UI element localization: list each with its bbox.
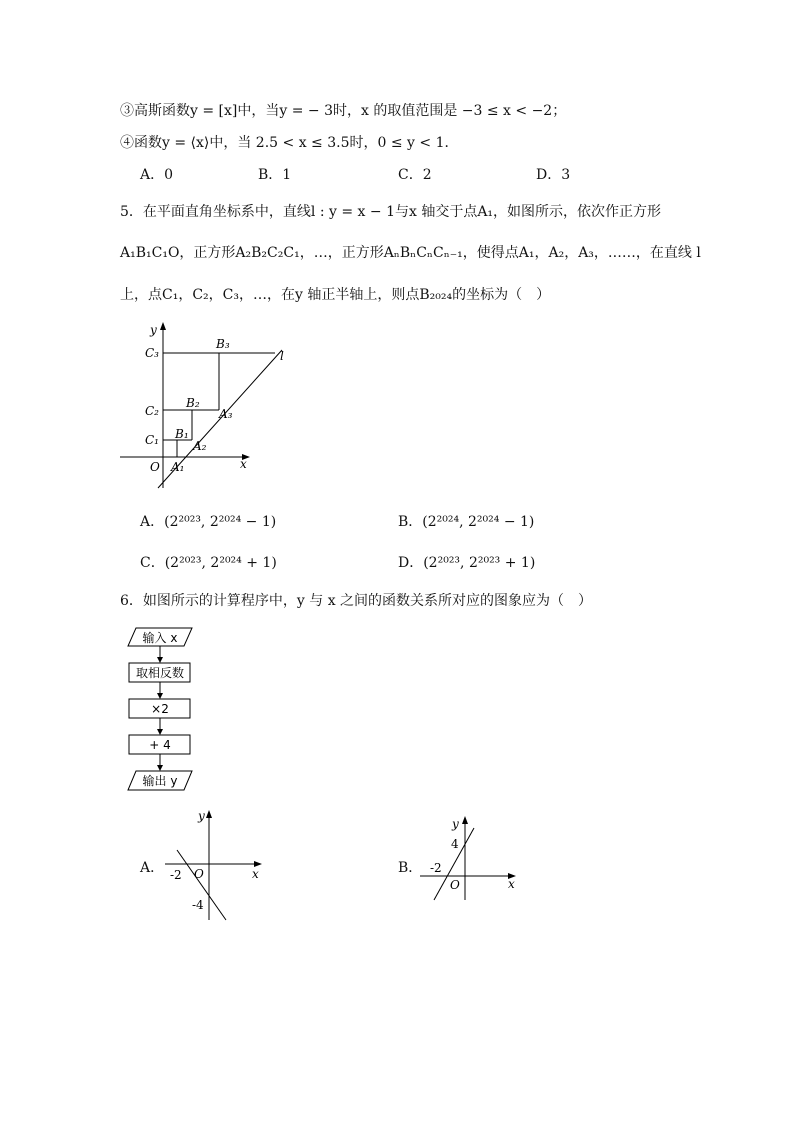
q4-option-c: C．2	[398, 167, 432, 183]
graph-a-origin: O	[194, 867, 204, 881]
q5-option-c: C．(2²⁰²³, 2²⁰²⁴ + 1)	[140, 555, 277, 571]
graph-a-y: y	[198, 809, 205, 823]
fig5-c1: C₁	[145, 433, 159, 447]
q6-flowchart	[120, 624, 210, 796]
graph-b-y-intercept: 4	[451, 837, 459, 851]
q5-option-b: B．(2²⁰²⁴, 2²⁰²⁴ − 1)	[398, 514, 535, 530]
fig5-c3: C₃	[145, 346, 159, 360]
fig5-c2: C₂	[145, 404, 159, 418]
graph-b-y: y	[452, 817, 459, 831]
q6-graph-a	[160, 808, 270, 926]
flow-input: 输入 x	[142, 631, 178, 645]
q6-option-a-label: A．	[140, 860, 165, 876]
q6-stem: 6．如图所示的计算程序中，y 与 x 之间的函数关系所对应的图象应为（ ）	[120, 593, 593, 609]
flow-output: 输出 y	[142, 774, 178, 788]
fig5-a1: A₁	[171, 460, 185, 474]
graph-b-x: x	[508, 877, 515, 891]
flow-plus-4: + 4	[149, 738, 171, 752]
q5-option-d: D．(2²⁰²³, 2²⁰²³ + 1)	[398, 555, 536, 571]
q6-option-b-label: B．	[398, 860, 423, 876]
statement-4: ④函数y = ⟨x⟩中，当 2.5 < x ≤ 3.5时，0 ≤ y < 1．	[120, 135, 459, 151]
fig5-a2: A₂	[193, 439, 207, 453]
fig5-b2: B₂	[186, 396, 200, 410]
fig5-a3: A₃	[219, 407, 233, 421]
q5-figure	[110, 318, 310, 498]
q4-option-d: D．3	[536, 167, 571, 183]
flow-negate: 取相反数	[135, 666, 185, 680]
graph-a-x: x	[252, 867, 259, 881]
fig5-x-label: x	[240, 457, 247, 471]
fig5-b1: B₁	[175, 427, 189, 441]
q5-stem-line-1: 5．在平面直角坐标系中，直线l : y = x − 1与x 轴交于点A₁，如图所示，依次作正方形	[120, 204, 662, 220]
q5-option-a: A．(2²⁰²³, 2²⁰²⁴ − 1)	[140, 514, 277, 530]
q5-stem-line-3: 上，点C₁，C₂，C₃，…，在y 轴正半轴上，则点B₂₀₂₄的坐标为（ ）	[120, 287, 551, 303]
q5-stem-line-2: A₁B₁C₁O，正方形A₂B₂C₂C₁，…，正方形AₙBₙCₙCₙ₋₁，使得点A₁，A₂，A₃，……，在直线 l	[120, 245, 701, 261]
graph-a-x-intercept: -2	[170, 868, 182, 882]
q6-graph-b	[418, 812, 528, 904]
fig5-l-label: l	[280, 349, 284, 363]
fig5-origin: O	[150, 460, 160, 474]
graph-a-y-intercept: -4	[192, 898, 204, 912]
q4-option-a: A．0	[140, 167, 174, 183]
flow-times-2: ×2	[151, 702, 169, 716]
q4-option-b: B．1	[258, 167, 292, 183]
statement-3: ③高斯函数y = [x]中，当y = − 3时，x 的取值范围是 −3 ≤ x < −2；	[120, 103, 567, 119]
fig5-b3: B₃	[216, 337, 230, 351]
graph-b-origin: O	[450, 878, 460, 892]
graph-b-x-intercept: -2	[430, 861, 442, 875]
fig5-y-label: y	[150, 323, 157, 337]
